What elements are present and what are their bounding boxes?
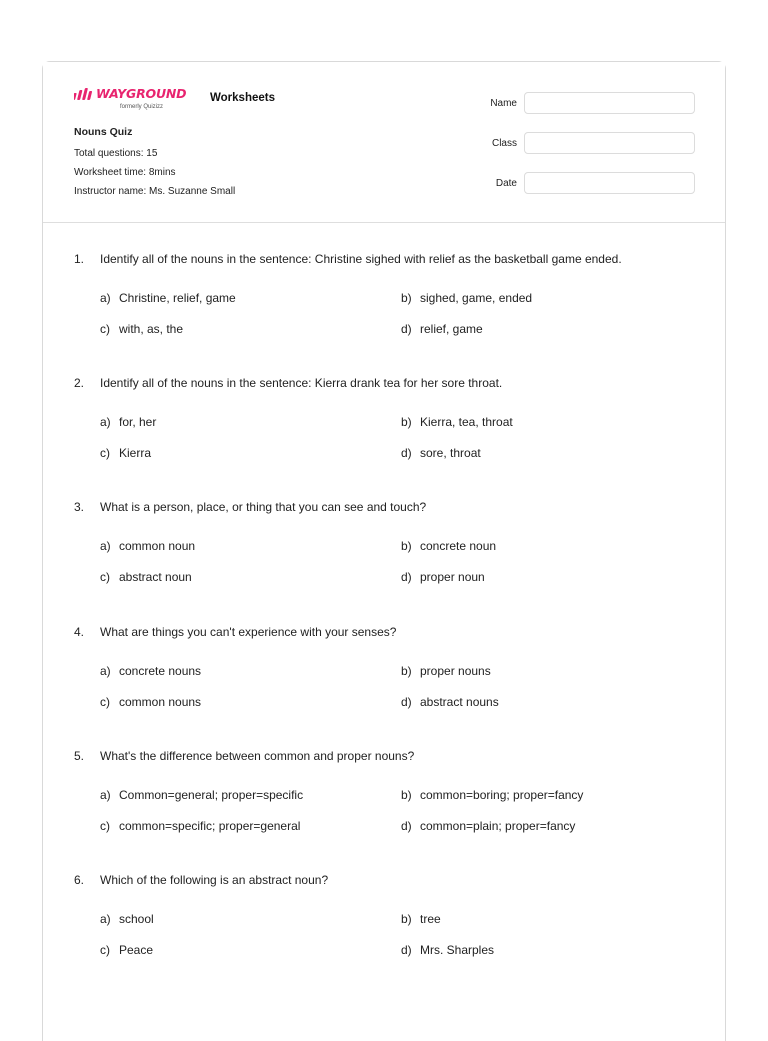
quiz-title: Nouns Quiz [74,126,133,138]
question-item [43,500,725,624]
answer-option[interactable] [100,788,303,802]
question-item [43,376,725,500]
option-letter: a) [100,539,111,554]
worksheet-page [42,61,726,1041]
answer-option[interactable] [100,943,153,957]
option-text: sore, throat [420,446,481,461]
answer-option[interactable] [401,943,494,957]
option-text: abstract nouns [420,694,499,709]
option-letter: a) [100,415,111,430]
option-text: Christine, relief, game [119,291,236,305]
question-text: Identify all of the nouns in the sentence: Kierra drank tea for her sore throat. [100,376,503,391]
answer-option[interactable] [100,539,195,553]
brand-name: WAYGROUND [96,86,187,101]
answer-option[interactable] [401,539,496,553]
question-text: What are things you can't experience with your senses? [100,624,397,639]
answer-option[interactable] [401,819,575,833]
option-text: Common=general; proper=specific [119,787,304,802]
option-letter: b) [401,415,412,430]
instructor-name: Instructor name: Ms. Suzanne Small [74,186,236,197]
option-letter: c) [100,570,110,585]
date-field[interactable] [524,172,695,194]
class-label: Class [491,138,517,149]
answer-option[interactable] [100,291,236,305]
answer-option[interactable] [401,446,481,460]
option-text: common=plain; proper=fancy [420,818,576,833]
wayground-mark-icon [74,88,96,101]
answer-option[interactable] [100,664,201,678]
option-letter: b) [401,291,412,305]
option-letter: a) [100,912,111,926]
option-letter: b) [401,787,412,802]
option-letter: d) [401,322,412,336]
option-text: Kierra, tea, throat [420,415,513,430]
question-text: Identify all of the nouns in the sentence: Christine sighed with relief as the basketball game ended. [100,252,622,266]
answer-option[interactable] [401,415,513,429]
option-text: tree [420,912,441,926]
answer-option[interactable] [401,664,491,678]
option-text: Mrs. Sharples [420,943,495,957]
brand-formerly: formerly Quizizz [120,104,164,110]
option-letter: d) [401,818,412,833]
answer-option[interactable] [100,446,151,460]
quiz-info [74,126,235,201]
question-text: Which of the following is an abstract noun? [100,873,329,887]
option-text: Kierra [119,446,152,461]
option-letter: c) [100,694,110,709]
answer-option[interactable] [401,322,483,336]
option-letter: d) [401,694,412,709]
answer-option[interactable] [100,912,154,926]
answer-option[interactable] [100,570,192,584]
option-letter: c) [100,943,110,957]
product-name: Worksheets [210,92,275,104]
option-text: relief, game [420,322,483,336]
question-item [43,625,725,749]
question-number: 3. [74,500,85,515]
option-letter: d) [401,943,412,957]
answer-option[interactable] [100,695,201,709]
answer-option[interactable] [401,291,532,305]
option-text: abstract noun [119,570,192,585]
option-letter: c) [100,818,110,833]
question-text: What is a person, place, or thing that you can see and touch? [100,500,427,515]
question-item [43,873,725,997]
option-letter: a) [100,291,111,305]
answer-option[interactable] [401,912,441,926]
question-number: 5. [74,748,85,763]
question-text: What's the difference between common and proper nouns? [100,748,415,763]
date-label: Date [495,178,517,189]
worksheet-header [43,62,725,223]
option-text: common noun [119,539,196,554]
name-field[interactable] [524,92,695,114]
question-item [43,252,725,376]
class-field[interactable] [524,132,695,154]
option-letter: a) [100,787,111,802]
option-letter: b) [401,539,412,554]
option-text: common=specific; proper=general [119,818,301,833]
question-number: 6. [74,873,85,887]
option-letter: b) [401,912,412,926]
answer-option[interactable] [401,570,485,584]
option-letter: b) [401,663,412,678]
name-label: Name [490,98,517,109]
option-text: common=boring; proper=fancy [420,787,584,802]
option-letter: c) [100,322,110,336]
question-number: 4. [74,624,85,639]
answer-option[interactable] [100,415,156,429]
option-text: school [119,912,154,926]
option-letter: a) [100,663,111,678]
question-number: 2. [74,376,85,391]
option-text: sighed, game, ended [420,291,533,305]
option-text: common nouns [119,694,202,709]
answer-option[interactable] [401,788,583,802]
option-text: proper noun [420,570,485,585]
option-text: proper nouns [420,663,491,678]
worksheet-time: Worksheet time: 8mins [74,167,176,178]
answer-option[interactable] [401,695,499,709]
answer-option[interactable] [100,322,183,336]
option-text: with, as, the [119,322,184,336]
option-letter: d) [401,446,412,461]
option-letter: d) [401,570,412,585]
option-text: Peace [119,943,154,957]
option-text: concrete noun [420,539,497,554]
option-text: for, her [119,415,157,430]
answer-option[interactable] [100,819,300,833]
option-letter: c) [100,446,110,461]
question-item [43,749,725,873]
option-text: concrete nouns [119,663,202,678]
question-number: 1. [74,252,85,266]
total-questions: Total questions: 15 [74,148,158,159]
